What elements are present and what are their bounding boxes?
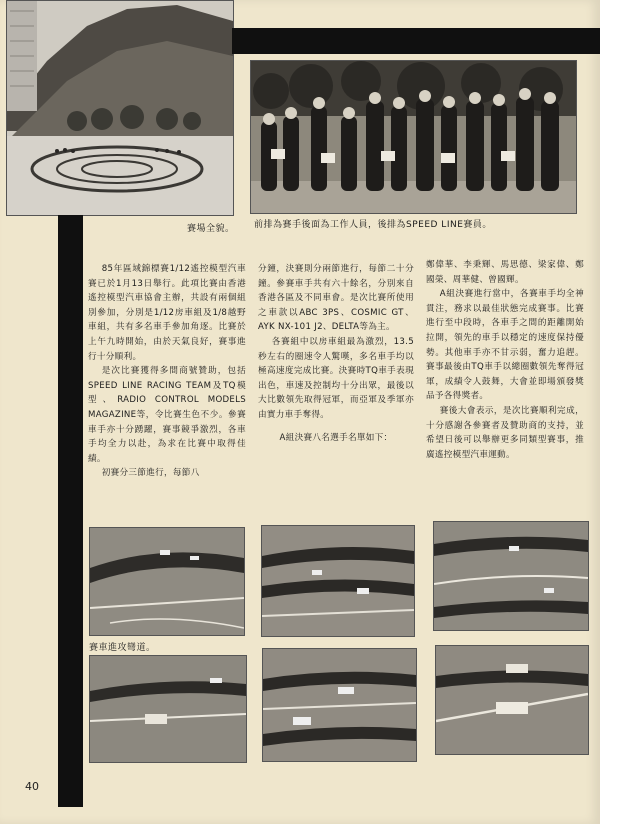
left-vertical-bar [58, 215, 83, 807]
race-photo-2 [261, 525, 415, 637]
race-photo-4 [89, 655, 247, 763]
group-photo [250, 60, 577, 214]
race-photo-5 [262, 648, 417, 762]
header-bar [232, 28, 600, 54]
article-column-3 [426, 258, 584, 462]
article-column-1 [88, 262, 246, 481]
col1-paragraph-3: 初賽分三節進行，每節八 [101, 468, 200, 479]
race-photo-3 [433, 521, 589, 631]
col1-paragraph-2: 是次比賽獲得多間商號贊助，包括SPEED LINE RACING TEAM及TQ模型、RADIO CONTROL MODELS MAGAZINE等，令比賽生色不少。參賽車手亦十分踴躍，賽事競爭激烈，各車手均全力以赴，為求在比賽中取得佳績。 [88, 366, 246, 464]
page-number: 40 [25, 780, 39, 793]
col3-paragraph-2: A組決賽進行當中，各賽車手均全神貫注，務求以最佳狀態完成賽事。比賽進行至中段時，各車手之間的距離開始拉開，領先的車手以穩定的速度保持優勢。其他車手亦不甘示弱，奮力追趕。賽事最後由TQ車手以總圈數領先奪得冠軍，成績令人鼓舞，大會並即場頒發獎品予各得獎者。 [426, 289, 584, 402]
article-column-2 [258, 262, 414, 445]
top-left-caption: 賽場全貌。 [187, 224, 235, 234]
col1-paragraph-1: 85年區域錦標賽1/12遙控模型汽車賽已於1月13日舉行。此項比賽由香港遙控模型汽車協會主辦，共設有兩個組別參加，分別是1/12房車組及1/8越野車組，共有多名車手參加角逐。比賽於上午九時開始，由於天氣良好，賽事進行十分順利。 [88, 264, 246, 362]
col2-paragraph-2: 各賽組中以房車組最為激烈，13.5秒左右的圈速令人驚嘆，多名車手均以極高速度完成比賽。決賽時TQ車手表現出色，車速及控制均十分出眾，最後以大比數領先取得冠軍，而亞軍及季軍亦由實力車手奪得。 [258, 336, 414, 420]
track-overview-photo [6, 0, 234, 216]
group-photo-caption: 前排為賽手後面為工作人員，後排為SPEED LINE賽員。 [254, 220, 492, 230]
col3-paragraph-3: 賽後大會表示，是次比賽順利完成，十分感謝各參賽者及贊助商的支持，並希望日後可以舉辦更多同類型賽事，推廣遙控模型汽車運動。 [426, 405, 584, 460]
race-photo-6 [435, 645, 589, 755]
col2-paragraph-1: 分鐘，決賽則分兩節進行，每節二十分鐘。參賽車手共有六十餘名，分別來自香港各區及不同車會。是次比賽所使用之車款以ABC 3PS、COSMIC GT、AYK NX-101 J2、DELTA等為主。 [258, 264, 414, 333]
race-photo-caption: 賽車進攻彎道。 [89, 643, 156, 653]
col2-subheading: A組決賽八名選手名單如下： [279, 432, 393, 443]
col3-paragraph-1: 鄭偉華、李秉輝、馬思德、梁家偉、鄭國榮、周華健、曾國輝。 [426, 260, 584, 285]
race-photo-1 [89, 527, 245, 636]
